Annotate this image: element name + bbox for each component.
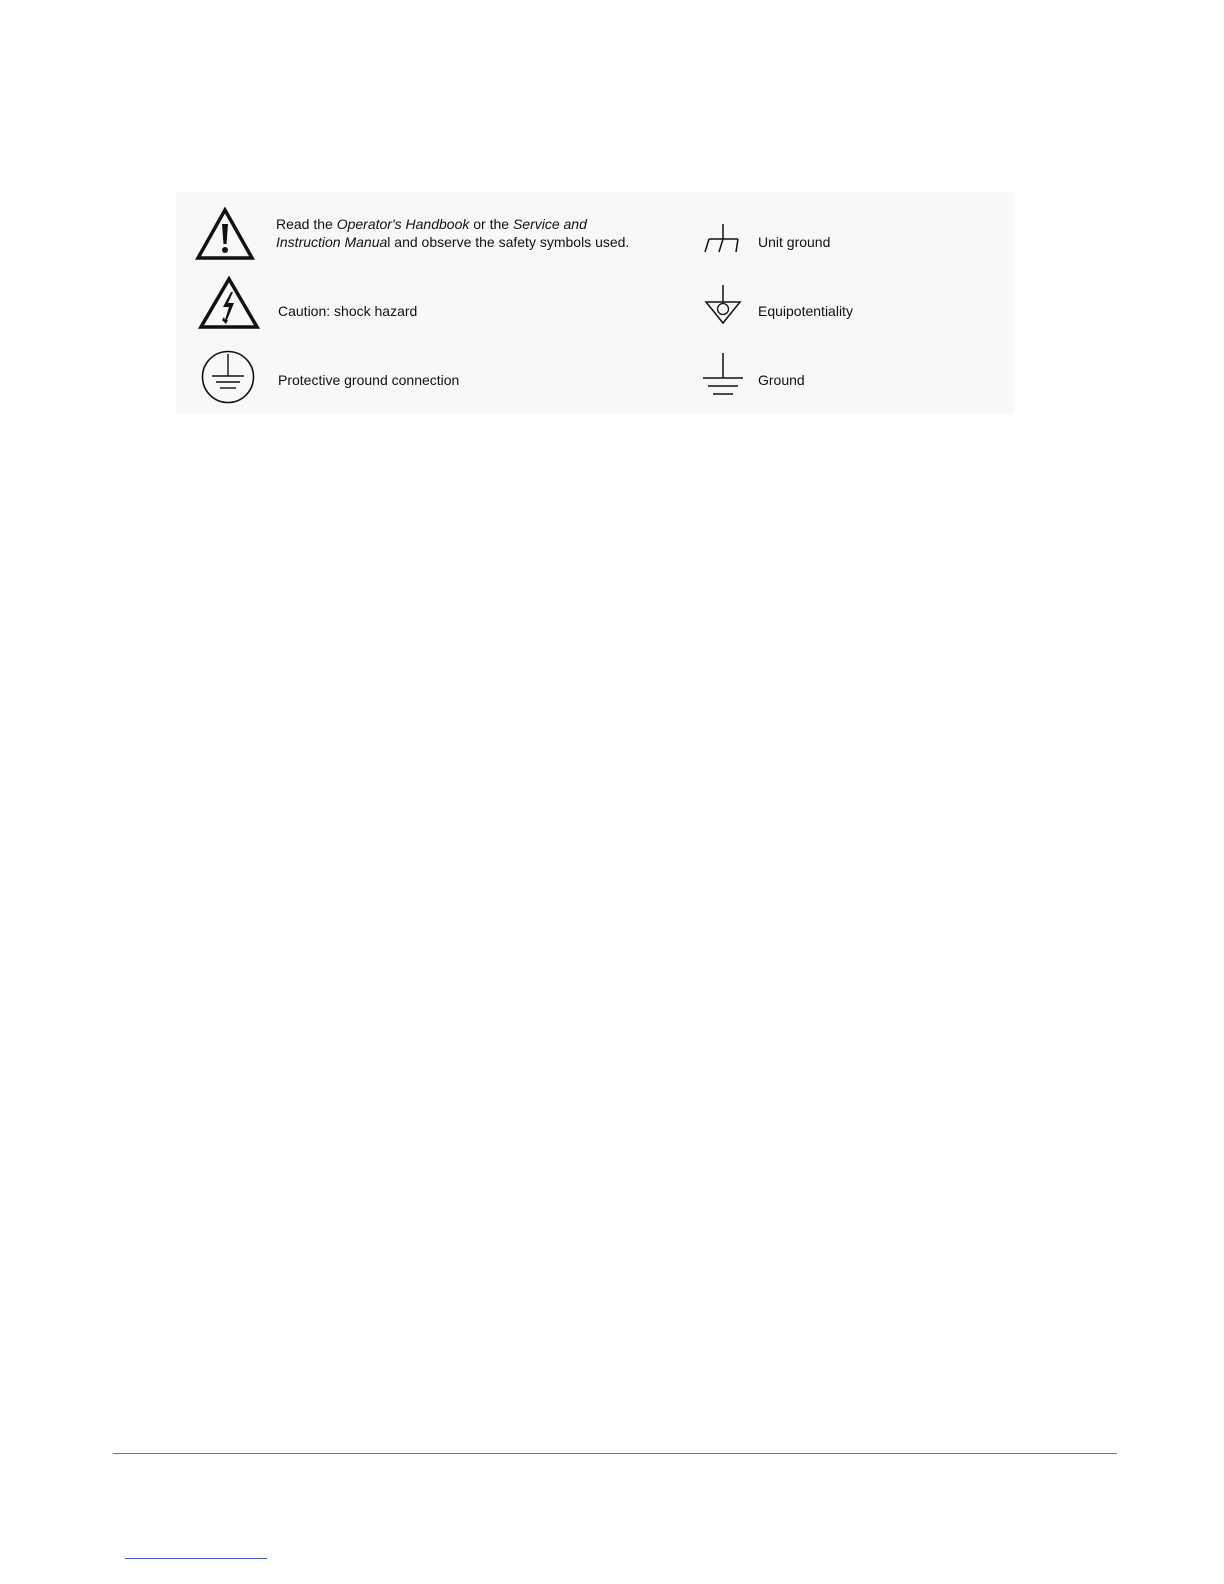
equipotentiality-icon xyxy=(703,284,743,326)
warning-exclamation-icon xyxy=(195,207,255,261)
equipotentiality-label: Equipotentiality xyxy=(758,303,853,319)
ground-label: Ground xyxy=(758,372,805,388)
footer-divider xyxy=(113,1453,1117,1454)
footnote-rule xyxy=(125,1558,267,1559)
protective-ground-icon xyxy=(200,349,256,405)
read-manual-label: Read the Operator's Handbook or the Service and Instruction Manual and observe the safety symbols used. xyxy=(276,216,630,250)
safety-symbols-table xyxy=(176,192,1014,414)
shock-hazard-label: Caution: shock hazard xyxy=(278,303,418,319)
protective-ground-label: Protective ground connection xyxy=(278,372,460,388)
ground-icon xyxy=(701,352,745,398)
unit-ground-label: Unit ground xyxy=(758,234,831,250)
shock-hazard-icon xyxy=(198,276,260,330)
unit-ground-icon xyxy=(703,223,743,255)
